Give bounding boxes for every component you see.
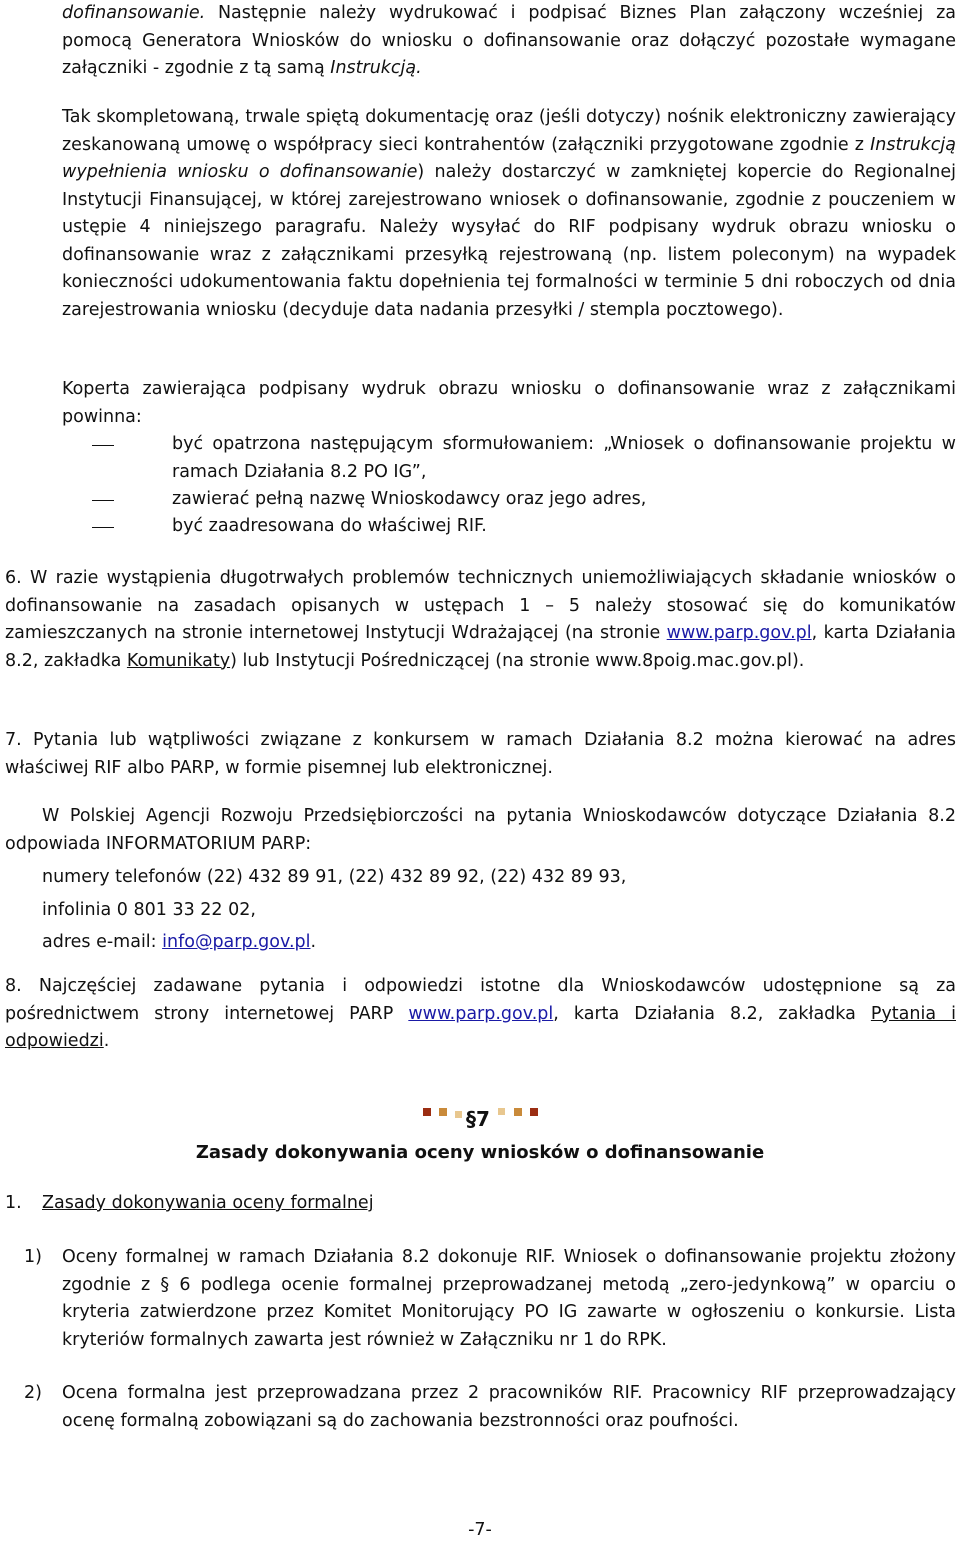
- intro-italic-end: Instrukcją.: [330, 58, 422, 78]
- email-end: .: [310, 932, 317, 952]
- koperta-item-3: być zaadresowana do właściwej RIF.: [172, 516, 487, 536]
- point-8: [5, 973, 956, 1056]
- point-8-end: .: [103, 1031, 110, 1051]
- ornament-square: [439, 1108, 447, 1116]
- phones-line: numery telefonów (22) 432 89 91, (22) 432 89 92, (22) 432 89 93,: [42, 867, 627, 887]
- subsection-title: Zasady dokonywania oceny formalnej: [42, 1193, 374, 1213]
- point-8-text-a: 8. Najczęściej zadawane pytania i odpowiedzi istotne dla Wnioskodawców udostępnione są za pośrednictwem strony internetowej PARP: [5, 976, 956, 1024]
- intro-italic-start: dofinansowanie.: [62, 3, 206, 23]
- informatorium-paragraph: W Polskiej Agencji Rozwoju Przedsiębiorczości na pytania Wnioskodawców dotyczące Działania 8.2 odpowiada INFORMATORIUM PARP:: [5, 806, 956, 854]
- point-6: [5, 565, 956, 675]
- dokumentacja-italic: Instrukcją wypełnienia wniosku o dofinansowanie: [62, 134, 956, 182]
- point-6-text-a: 6. W razie wystąpienia długotrwałych problemów technicznych uniemożliwiających składanie wniosków o dofinansowanie na zasadach opisanych w ustępach 1 – 5 należy stosować się do komunikatów zamieszczanych na stronie internetowej Instytucji Wdrażającej (na stronie: [5, 568, 956, 643]
- dokumentacja-paragraph: [62, 104, 956, 324]
- email-label: adres e-mail:: [42, 932, 163, 952]
- intro-text: Następnie należy wydrukować i podpisać Biznes Plan załączony wcześniej za pomocą Generatora Wniosków do wniosku o dofinansowanie oraz dołączyć pozostałe wymagane załączniki - zgodnie z tą samą: [62, 3, 956, 78]
- ornament-square: [514, 1108, 522, 1116]
- item-text: Ocena formalna jest przeprowadzana przez 2 pracowników RIF. Pracownicy RIF przeprowadzający ocenę formalną zobowiązani są do zachowania bezstronności oraz poufności.: [62, 1383, 956, 1431]
- dokumentacja-text-c: ) należy dostarczyć w zamkniętej kopercie do Regionalnej Instytucji Finansującej, w której zarejestrowano wniosek o dofinansowanie, zgodnie z pouczeniem w ustępie 4 niniejszego paragrafu. Należy wysyłać do RIF podpisany wydruk obrazu wniosku o dofinansowanie wraz z załącznikami przesyłką rejestrowaną (np. listem poleconym) na wypadek konieczności udokumentowania faktu dopełnienia tej formalności w terminie 5 dni roboczych od dnia zarejestrowania wniosku (decyduje data nadania przesyłki / stempla pocztowego).: [62, 162, 956, 320]
- parp-link[interactable]: www.parp.gov.pl: [408, 1003, 554, 1024]
- page-number: -7-: [468, 1520, 492, 1540]
- dokumentacja-text-a: Tak skompletowaną, trwale spiętą dokumentację oraz (jeśli dotyczy) nośnik elektroniczny zawierający zeskanowaną umowę o współpracy sieci kontrahentów (załączniki przygotowane zgodnie z: [62, 107, 956, 155]
- komunikaty-link[interactable]: Komunikaty: [126, 650, 231, 671]
- infolinia-line: infolinia 0 801 33 22 02,: [42, 900, 256, 920]
- email-line: [42, 929, 316, 957]
- point-7: 7. Pytania lub wątpliwości związane z konkursem w ramach Działania 8.2 można kierować na adres właściwej RIF albo PARP, w formie pisemnej lub elektronicznej.: [5, 730, 956, 778]
- list-dash: [92, 500, 114, 501]
- section-title: Zasady dokonywania oceny wniosków o dofinansowanie: [195, 1142, 765, 1163]
- ornament-square: [423, 1108, 431, 1116]
- intro-paragraph: [62, 0, 956, 83]
- point-6-text-c: ) lub Instytucji Pośredniczącej (na stronie www.8poig.mac.gov.pl).: [230, 650, 805, 671]
- item-number: 1): [24, 1247, 42, 1267]
- item-number: 2): [24, 1383, 42, 1403]
- ornament-square: [455, 1111, 462, 1118]
- koperta-intro: Koperta zawierająca podpisany wydruk obrazu wniosku o dofinansowanie wraz z załącznikami powinna:: [62, 379, 956, 427]
- pytania-link[interactable]: Pytania i odpowiedzi: [5, 1003, 956, 1051]
- ornament-square: [530, 1108, 538, 1116]
- point-6-text-b: , karta Działania 8.2, zakładka: [5, 623, 956, 671]
- list-dash: [92, 445, 114, 446]
- email-link[interactable]: info@parp.gov.pl: [162, 932, 311, 952]
- subsection-number: 1.: [5, 1193, 22, 1213]
- point-8-text-b: , karta Działania 8.2, zakładka: [553, 1003, 871, 1024]
- koperta-item-1: być opatrzona następującym sformułowaniem: „Wniosek o dofinansowanie projektu w ramach Działania 8.2 PO IG”,: [172, 434, 956, 482]
- section-symbol: §7: [466, 1107, 490, 1131]
- parp-link[interactable]: www.parp.gov.pl: [666, 623, 812, 643]
- koperta-item-2: zawierać pełną nazwę Wnioskodawcy oraz jego adres,: [172, 489, 647, 509]
- ornament-square: [498, 1108, 505, 1115]
- list-dash: [92, 527, 114, 528]
- item-text: Oceny formalnej w ramach Działania 8.2 dokonuje RIF. Wniosek o dofinansowanie projektu złożony zgodnie z § 6 podlega ocenie formalnej przeprowadzanej metodą „zero-jedynkową” w oparciu o kryteria zatwierdzone przez Komitet Monitorujący PO IG zawarte w ogłoszeniu o konkursie. Lista kryteriów formalnych zawarta jest również w Załączniku nr 1 do RPK.: [62, 1247, 956, 1350]
